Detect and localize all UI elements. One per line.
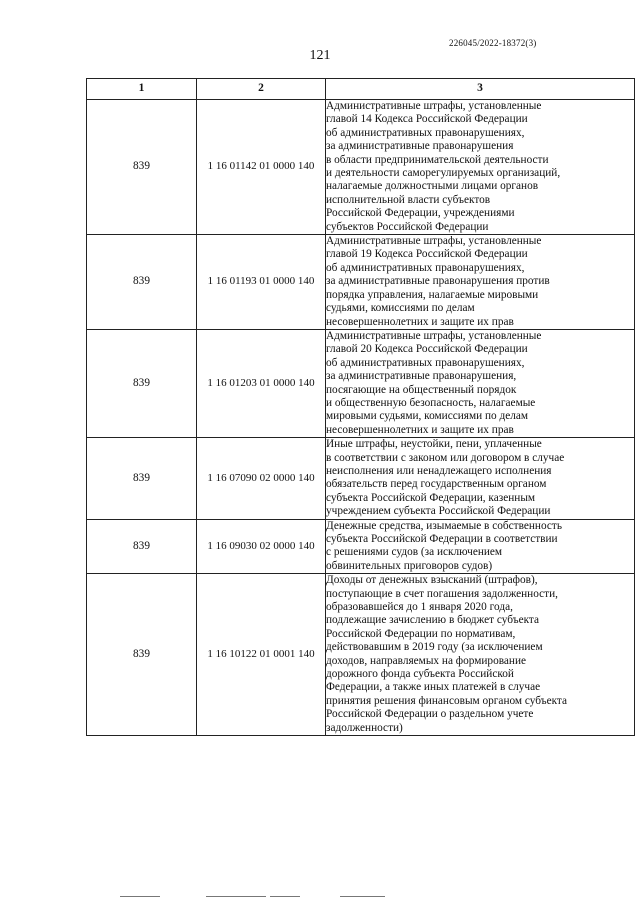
description-line: задолженности) — [326, 721, 403, 734]
table-row — [87, 329, 635, 437]
budget-classification-code: 1 16 07090 02 0000 140 — [197, 438, 326, 519]
page-number: 121 — [309, 48, 331, 63]
table-header-row — [87, 79, 635, 100]
table-row — [87, 574, 635, 736]
revenue-description — [326, 438, 635, 519]
description-line: исполнительной власти субъектов — [326, 193, 491, 206]
revenue-description — [326, 235, 635, 330]
description-line: за административные правонарушения, — [326, 370, 517, 383]
description-line: субъекта Российской Федерации в соответствии — [326, 533, 558, 545]
column-header-2: 2 — [197, 79, 326, 100]
description-line: Российской Федерации о раздельном учете — [326, 708, 534, 721]
description-line: посягающие на общественный порядок — [326, 383, 517, 396]
description-line: главой 19 Кодекса Российской Федерации — [326, 248, 528, 261]
footer-scan-artifact — [120, 896, 420, 900]
description-line: Иные штрафы, неустойки, пени, уплаченные — [326, 438, 542, 451]
description-line: субъекта Российской Федерации, казенным — [326, 491, 536, 504]
budget-classification-code: 1 16 01203 01 0000 140 — [197, 329, 326, 437]
description-line: Административные штрафы, установленные — [326, 235, 542, 248]
description-line: подлежащие зачислению в бюджет субъекта — [326, 614, 540, 627]
table-row — [87, 519, 635, 574]
description-line: субъектов Российской Федерации — [326, 220, 489, 233]
description-line: в соответствии с законом или договором в случае — [326, 451, 565, 464]
description-line: и деятельности саморегулируемых организаций, — [326, 167, 561, 180]
description-line: порядка управления, налагаемые мировыми — [326, 288, 539, 301]
administrator-code: 839 — [87, 574, 197, 736]
administrator-code: 839 — [87, 519, 197, 574]
description-line: с решениями судов (за исключением — [326, 546, 503, 559]
revenue-description — [326, 100, 635, 235]
description-line: об административных правонарушениях, — [326, 261, 525, 274]
description-line: Российской Федерации, учреждениями — [326, 207, 515, 220]
administrator-code: 839 — [87, 235, 197, 330]
description-line: неисполнения или ненадлежащего исполнения — [326, 464, 552, 477]
description-line: Федерации, а также иных платежей в случае — [326, 681, 541, 694]
description-line: поступающие в счет погашения задолженности, — [326, 587, 558, 600]
table-row — [87, 100, 635, 235]
description-line: в области предпринимательской деятельности — [326, 153, 549, 166]
budget-classification-code: 1 16 10122 01 0001 140 — [197, 574, 326, 736]
description-line: Административные штрафы, установленные — [326, 100, 542, 112]
description-line: доходов, направляемых на формирование — [326, 654, 527, 667]
revenue-codes-table — [86, 78, 635, 736]
description-line: несовершеннолетних и защите их прав — [326, 423, 514, 436]
description-line: принятия решения финансовым органом субъекта — [326, 694, 568, 707]
table-row — [87, 235, 635, 330]
description-line: Доходы от денежных взысканий (штрафов), — [326, 574, 538, 587]
description-line: действовавшим в 2019 году (за исключением — [326, 641, 543, 654]
column-header-1: 1 — [87, 79, 197, 100]
description-line: судьями, комиссиями по делам — [326, 302, 475, 315]
budget-classification-code: 1 16 01193 01 0000 140 — [197, 235, 326, 330]
description-line: Российской Федерации по нормативам, — [326, 627, 516, 640]
document-registration-number: 226045/2022-18372(3) — [449, 38, 537, 48]
revenue-description — [326, 519, 635, 574]
budget-classification-code: 1 16 01142 01 0000 140 — [197, 100, 326, 235]
description-line: главой 14 Кодекса Российской Федерации — [326, 113, 528, 126]
revenue-description — [326, 329, 635, 437]
description-line: обвинительных приговоров судов) — [326, 559, 493, 572]
administrator-code: 839 — [87, 438, 197, 519]
description-line: об административных правонарушениях, — [326, 126, 525, 139]
description-line: учреждением субъекта Российской Федерации — [326, 505, 551, 518]
description-line: образовавшейся до 1 января 2020 года, — [326, 601, 513, 614]
description-line: обязательств перед государственным органом — [326, 478, 547, 491]
description-line: мировыми судьями, комиссиями по делам — [326, 410, 529, 423]
table-row — [87, 438, 635, 519]
administrator-code: 839 — [87, 329, 197, 437]
description-line: за административные правонарушения — [326, 140, 514, 153]
budget-classification-code: 1 16 09030 02 0000 140 — [197, 519, 326, 574]
description-line: за административные правонарушения против — [326, 275, 550, 288]
description-line: главой 20 Кодекса Российской Федерации — [326, 343, 528, 356]
description-line: и общественную безопасность, налагаемые — [326, 396, 536, 409]
column-header-3: 3 — [326, 79, 635, 100]
description-line: Административные штрафы, установленные — [326, 329, 542, 342]
description-line: об административных правонарушениях, — [326, 356, 525, 369]
revenue-description — [326, 574, 635, 736]
administrator-code: 839 — [87, 100, 197, 235]
description-line: дорожного фонда субъекта Российской — [326, 668, 514, 681]
description-line: Денежные средства, изымаемые в собственность — [326, 519, 562, 532]
description-line: несовершеннолетних и защите их прав — [326, 315, 514, 328]
description-line: налагаемые должностными лицами органов — [326, 180, 539, 193]
